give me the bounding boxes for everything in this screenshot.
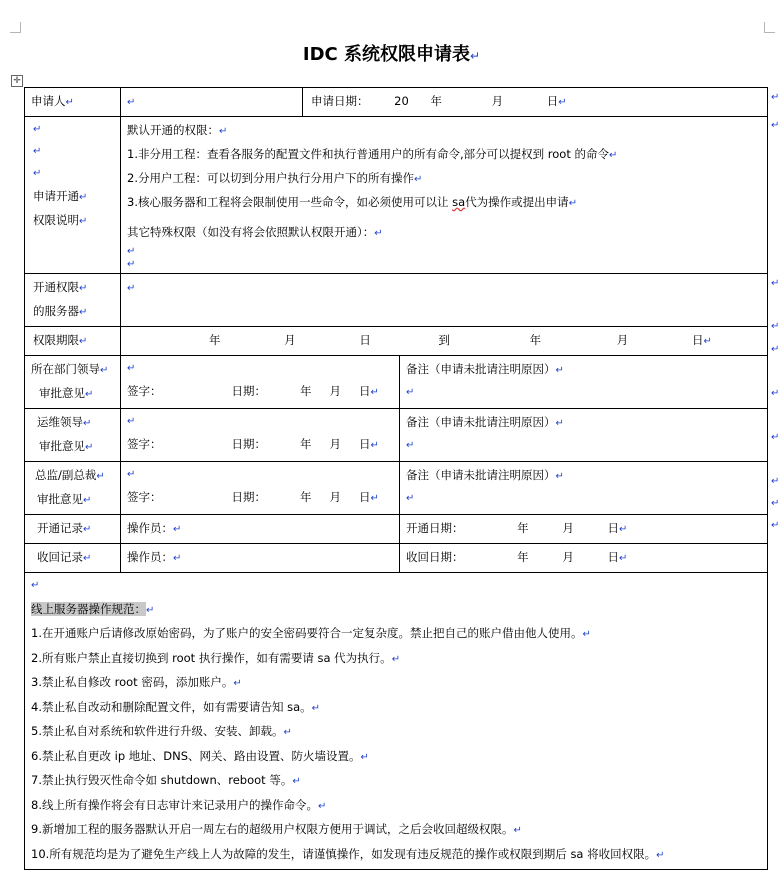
row-end-mark: ↵ bbox=[771, 476, 780, 487]
rule-item: 8.线上所有操作将会有日志审计来记录用户的操作命令。↵ bbox=[31, 797, 327, 812]
approval-sign-cell[interactable]: ↵ 签字： 日期： 年 月 日↵ bbox=[121, 409, 400, 462]
servers-row bbox=[25, 274, 768, 327]
rules-row bbox=[25, 573, 768, 870]
approval-label-cell: 运维领导↵ 审批意见↵ bbox=[25, 409, 121, 462]
apply-date-cell[interactable]: 申请日期： 20 年 月 日↵ bbox=[303, 88, 768, 117]
permission-label-cell: ↵ ↵ ↵ 申请开通↵ 权限说明↵ bbox=[25, 117, 121, 274]
applicant-label-cell: 申请人↵ bbox=[25, 88, 121, 117]
page-title: IDC 系统权限申请表↵ bbox=[302, 44, 481, 65]
approval-label-cell: 所在部门领导↵ 审批意见↵ bbox=[25, 356, 121, 409]
row-end-mark: ↵ bbox=[771, 520, 780, 531]
period-label-cell: 权限期限↵ bbox=[25, 327, 121, 356]
servers-label-cell: 开通权限↵ 的服务器↵ bbox=[25, 274, 121, 327]
page-corner-mark bbox=[764, 22, 775, 33]
approval-remark-cell[interactable]: 备注（申请未批请注明原因）↵ ↵ bbox=[400, 356, 768, 409]
approval-label-cell: 总监/副总裁↵ 审批意见↵ bbox=[25, 462, 121, 515]
period-row bbox=[25, 327, 768, 356]
open-record-label-cell: 开通记录↵ bbox=[25, 515, 121, 544]
row-end-mark: ↵ bbox=[771, 120, 780, 131]
rule-item: 3.禁止私自修改 root 密码，添加账户。↵ bbox=[31, 675, 242, 689]
permission-row bbox=[25, 117, 768, 274]
rule-item: 1.在开通账户后请修改原始密码，为了账户的安全密码要符合一定复杂度。禁止把自己的账户借由他人使用。↵ bbox=[31, 626, 591, 640]
row-end-mark: ↵ bbox=[771, 92, 780, 103]
revoke-record-operator-cell[interactable]: 操作员：↵ bbox=[121, 544, 400, 573]
open-record-row bbox=[25, 515, 768, 544]
rule-item: 7.禁止执行毁灭性命令如 shutdown、reboot 等。↵ bbox=[31, 773, 301, 787]
period-value-cell[interactable]: 年 月 日 到 年 月 日↵ bbox=[121, 327, 768, 356]
approval-sign-cell[interactable]: ↵ 签字： 日期： 年 月 日↵ bbox=[121, 356, 400, 409]
rule-item: 9.新增加工程的服务器默认开启一周左右的超级用户权限方便用于调试，之后会收回超级权限。↵ bbox=[31, 822, 522, 836]
rule-item: 4.禁止私自改动和删除配置文件，如有需要请告知 sa。↵ bbox=[31, 699, 321, 714]
approval-remark-cell[interactable]: 备注（申请未批请注明原因）↵ ↵ bbox=[400, 462, 768, 515]
rules-heading: 线上服务器操作规范： bbox=[31, 601, 146, 616]
rule-item: 10.所有规范均是为了避免生产线上人为故障的发生，请谨慎操作，如发现有违反规范的操作或权限到期后 sa 将收回权限。↵ bbox=[31, 846, 665, 861]
revoke-record-row bbox=[25, 544, 768, 573]
row-end-mark: ↵ bbox=[771, 432, 780, 443]
rule-item: 6.禁止私自更改 ip 地址、DNS、网关、路由设置、防火墙设置。↵ bbox=[31, 748, 369, 763]
servers-value-cell[interactable]: ↵ bbox=[121, 274, 768, 327]
revoke-record-date-cell[interactable]: 收回日期： 年 月 日↵ bbox=[400, 544, 768, 573]
permission-content-cell[interactable]: 默认开通的权限：↵ 1.非分用工程：查看各服务的配置文件和执行普通用户的所有命令,部分可以提权到 root 的命令↵ 2.分用户工程：可以切到分用户执行分用户下的所有操作↵ 3.核心服务器和工程将会限制使用一些命令，如必须使用可以让 sa代为操作或提出申请↵ 其它特殊权限（如没有将会依照默认权限开通）：↵ ↵ ↵ bbox=[121, 117, 768, 274]
approval-remark-cell[interactable]: 备注（申请未批请注明原因）↵ ↵ bbox=[400, 409, 768, 462]
rules-cell: ↵ 线上服务器操作规范：↵ 1.在开通账户后请修改原始密码，为了账户的安全密码要符合一定复杂度。禁止把自己的账户借由他人使用。↵ 2.所有账户禁止直接切换到 root 执行操作，如有需要请 sa 代为执行。↵ 3.禁止私自修改 root 密码，添加账户。↵ 4.禁止私自改动和删除配置文件，如有需要请告知 sa。↵ 5.禁止私自对系统和软件进行升级、安装、卸载。↵ 6.禁止私自更改 ip 地址、DNS、网关、路由设置、防火墙设置。↵ 7.禁止执行毁灭性命令如 shutdown、reboot 等。↵ 8.线上所有操作将会有日志审计来记录用户的操作命令。↵ 9.新增加工程的服务器默认开启一周左右的超级用户权限方便用于调试，之后会收回超级权限。↵ 10.所有规范均是为了避免生产线上人为故障的发生，请谨慎操作，如发现有违反规范的操作或权限到期后 sa 将收回权限。↵ bbox=[25, 573, 768, 870]
page-corner-mark bbox=[10, 22, 21, 33]
approval-row bbox=[25, 356, 768, 409]
applicant-row bbox=[25, 88, 768, 117]
applicant-value-cell[interactable]: ↵ bbox=[121, 88, 303, 117]
application-form-table bbox=[24, 87, 768, 870]
approval-row bbox=[25, 409, 768, 462]
open-record-operator-cell[interactable]: 操作员：↵ bbox=[121, 515, 400, 544]
rule-item: 5.禁止私自对系统和软件进行升级、安装、卸载。↵ bbox=[31, 724, 292, 738]
open-record-date-cell[interactable]: 开通日期： 年 月 日↵ bbox=[400, 515, 768, 544]
row-end-mark: ↵ bbox=[771, 498, 780, 509]
approval-row bbox=[25, 462, 768, 515]
row-end-mark: ↵ bbox=[771, 278, 780, 289]
row-end-mark: ↵ bbox=[771, 388, 780, 399]
row-end-mark: ↵ bbox=[771, 344, 780, 355]
row-end-mark: ↵ bbox=[771, 321, 780, 332]
approval-sign-cell[interactable]: ↵ 签字： 日期： 年 月 日↵ bbox=[121, 462, 400, 515]
revoke-record-label-cell: 收回记录↵ bbox=[25, 544, 121, 573]
table-move-handle-icon[interactable]: ✛ bbox=[11, 75, 23, 87]
rule-item: 2.所有账户禁止直接切换到 root 执行操作，如有需要请 sa 代为执行。↵ bbox=[31, 650, 401, 665]
